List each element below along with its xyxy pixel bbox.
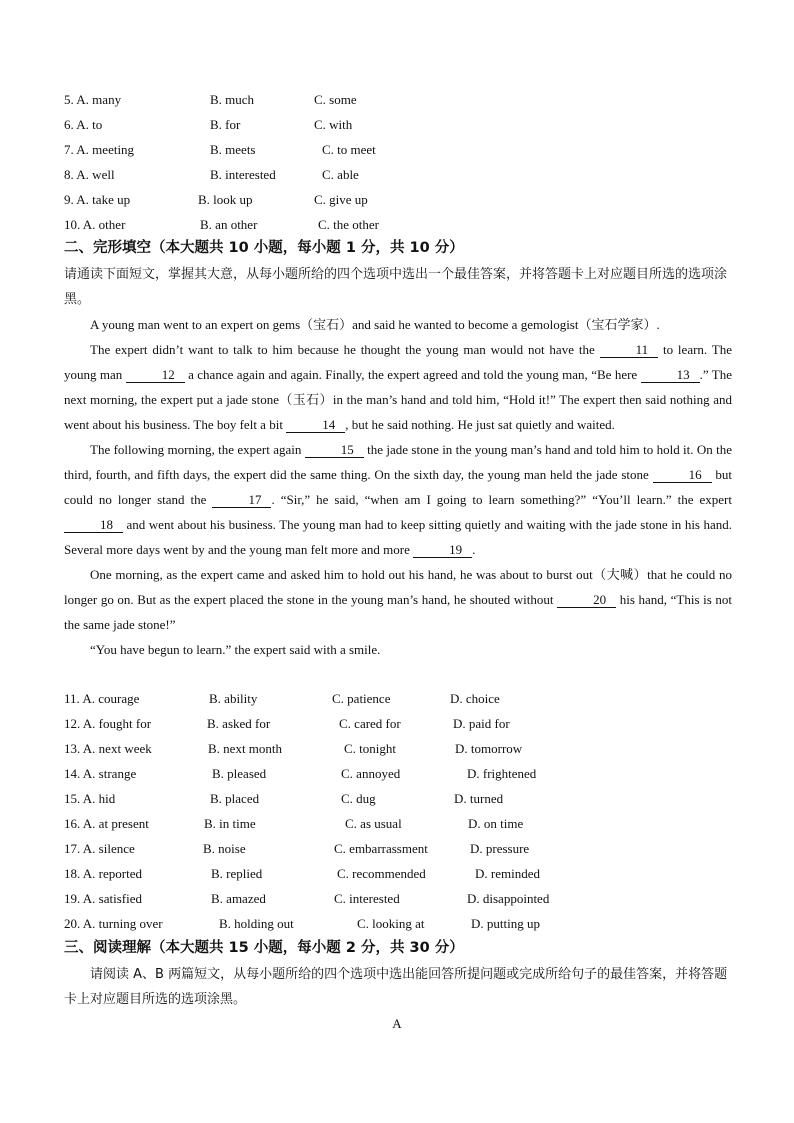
- option-c: C. recommended: [337, 866, 426, 881]
- option-b: B. asked for: [207, 716, 271, 731]
- option-b: B. an other: [200, 217, 258, 232]
- blank-13: 13: [641, 368, 700, 383]
- option-row: 5. A. many: [64, 92, 122, 107]
- passage-label: A: [392, 1016, 402, 1031]
- option-d: D. on time: [468, 816, 524, 831]
- option-b: B. interested: [210, 167, 276, 182]
- option-row: 16. A. at present: [64, 816, 149, 831]
- option-d: D. putting up: [471, 916, 540, 931]
- section-heading: 三、阅读理解（本大题共 15 小题，每小题 2 分，共 30 分）: [64, 940, 464, 956]
- paragraph: One morning, as the expert came and asked him to hold out his hand, he was about to burst out（大喊）that he could no longer go on. But as the expert placed the stone in the young man’s hand, he shouted without 20 his hand, “This is not the same jade stone!”: [64, 567, 733, 632]
- option-row: 17. A. silence: [64, 841, 135, 856]
- option-b: B. next month: [208, 741, 283, 756]
- option-row: 19. A. satisfied: [64, 891, 143, 906]
- option-c: C. dug: [341, 791, 376, 806]
- option-row: 15. A. hid: [64, 791, 116, 806]
- blank-17: 17: [212, 493, 271, 508]
- blank-11: 11: [600, 343, 659, 358]
- option-b: B. meets: [210, 142, 256, 157]
- option-c: C. cared for: [339, 716, 401, 731]
- option-b: B. for: [210, 117, 241, 132]
- option-row: 11. A. courage: [64, 691, 140, 706]
- option-row: 6. A. to: [64, 117, 103, 132]
- option-b: B. noise: [203, 841, 246, 856]
- option-row: 7. A. meeting: [64, 142, 135, 157]
- paragraph: A young man went to an expert on gems（宝石）and said he wanted to become a gemologist（宝石学家）.: [90, 317, 660, 332]
- option-b: B. placed: [210, 791, 260, 806]
- option-d: D. reminded: [475, 866, 540, 881]
- option-row: 12. A. fought for: [64, 716, 152, 731]
- option-d: D. pressure: [470, 841, 530, 856]
- blank-18: 18: [64, 518, 123, 533]
- option-d: D. choice: [450, 691, 500, 706]
- paragraph: “You have begun to learn.” the expert said with a smile.: [90, 642, 381, 657]
- option-c: C. tonight: [344, 741, 397, 756]
- option-c: C. able: [322, 167, 359, 182]
- option-b: B. look up: [198, 192, 253, 207]
- option-d: D. turned: [454, 791, 504, 806]
- option-row: 18. A. reported: [64, 866, 142, 881]
- option-c: C. interested: [334, 891, 400, 906]
- option-c: C. embarrassment: [334, 841, 428, 856]
- section-instruction: 请通读下面短文，掌握其大意，从每小题所给的四个选项中选出一个最佳答案，并将答题卡上对应题目所选的选项涂黑。: [64, 267, 728, 307]
- option-row: 10. A. other: [64, 217, 126, 232]
- section-instruction: 请阅读 A、B 两篇短文，从每小题所给的四个选项中选出能回答所提问题或完成所给句子的最佳答案，并将答题卡上对应题目所选的选项涂黑。: [64, 967, 728, 1007]
- option-b: B. replied: [211, 866, 263, 881]
- option-row: 8. A. well: [64, 167, 115, 182]
- blank-12: 12: [126, 368, 185, 383]
- option-c: C. some: [314, 92, 357, 107]
- option-d: D. frightened: [467, 766, 537, 781]
- option-d: D. tomorrow: [455, 741, 523, 756]
- cloze-passage: [64, 312, 732, 662]
- option-b: B. pleased: [212, 766, 267, 781]
- option-row: 9. A. take up: [64, 192, 131, 207]
- option-c: C. patience: [332, 691, 391, 706]
- blank-20: 20: [557, 593, 616, 608]
- option-d: D. paid for: [453, 716, 510, 731]
- option-c: C. with: [314, 117, 353, 132]
- blank-14: 14: [286, 418, 345, 433]
- option-c: C. to meet: [322, 142, 376, 157]
- option-b: B. ability: [209, 691, 258, 706]
- blank-15: 15: [305, 443, 364, 458]
- option-c: C. give up: [314, 192, 368, 207]
- option-b: B. amazed: [211, 891, 266, 906]
- option-row: 20. A. turning over: [64, 916, 163, 931]
- option-b: B. much: [210, 92, 255, 107]
- option-row: 13. A. next week: [64, 741, 152, 756]
- paragraph: The following morning, the expert again 15 the jade stone in the young man’s hand and told him to hold it. On the third, fourth, and fifth days, the expert did the same thing. On the sixth day, the young man held the jade stone 16 but could no longer stand the 17 . “Sir,” he said, “when am I going to learn something?” “You’ll learn.” the expert 18 and went about his business. The young man had to keep sitting quietly and waiting with the jade stone in his hand. Several more days went by and the young man felt more and more 19 .: [64, 442, 733, 557]
- paragraph: The expert didn’t want to talk to him because he thought the young man would not have the 11 to learn. The young man 12 a chance again and again. Finally, the expert agreed and told the young man, “Be here 13 .” The next morning, the expert put a jade stone（玉石）in the man’s hand and told him, “Hold it!” The expert then said nothing and went about his business. The boy felt a bit 14 , but he said nothing. He just sat quietly and waited.: [64, 342, 733, 432]
- option-c: C. the other: [318, 217, 380, 232]
- option-c: C. annoyed: [341, 766, 401, 781]
- option-d: D. disappointed: [467, 891, 550, 906]
- option-c: C. looking at: [357, 916, 425, 931]
- blank-19: 19: [413, 543, 472, 558]
- option-c: C. as usual: [345, 816, 402, 831]
- blank-16: 16: [653, 468, 712, 483]
- option-b: B. holding out: [219, 916, 294, 931]
- option-row: 14. A. strange: [64, 766, 137, 781]
- option-b: B. in time: [204, 816, 256, 831]
- section-heading: 二、完形填空（本大题共 10 小题，每小题 1 分，共 10 分）: [64, 240, 464, 256]
